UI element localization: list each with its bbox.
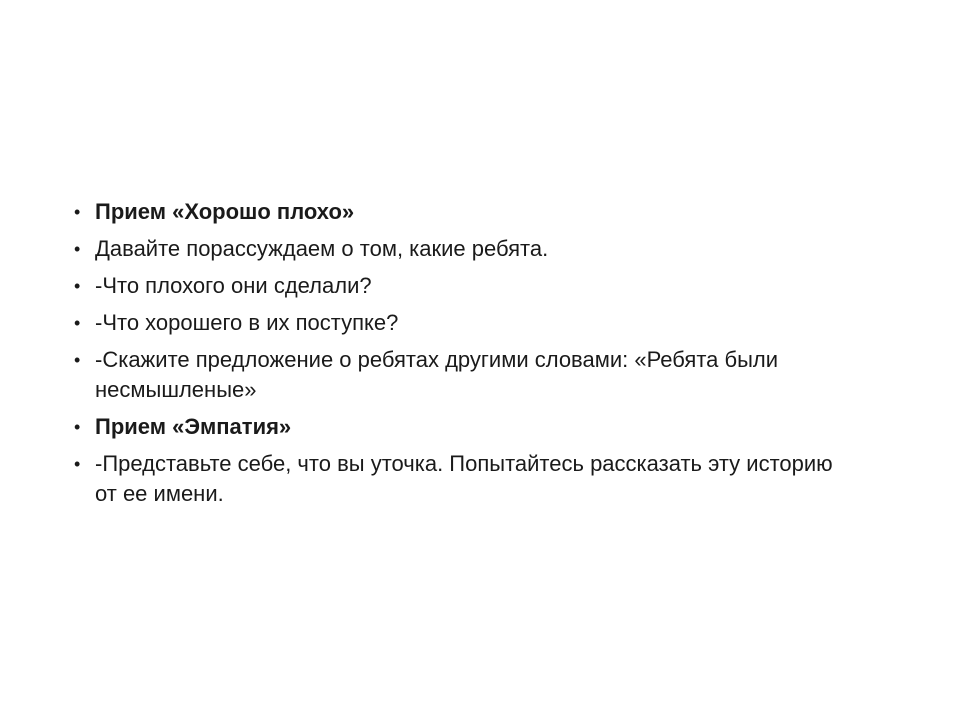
list-item [74,271,854,301]
list-item-text: -Скажите предложение о ребятах другими словами: «Ребята были несмышленые» [95,347,779,402]
bullet-list [74,197,854,516]
list-item-text: Давайте порассуждаем о том, какие ребята. [95,236,549,261]
bullet-dot-icon: • [74,350,81,370]
list-item [74,234,854,264]
list-item-text: -Представьте себе, что вы уточка. Попытайтесь рассказать эту историю от ее имени. [95,451,833,506]
list-item-text: -Что плохого они сделали? [95,273,372,298]
list-item [74,345,854,405]
list-item [74,197,854,227]
list-item-text: -Что хорошего в их поступке? [95,310,399,335]
bullet-dot-icon: • [74,202,81,222]
bullet-dot-icon: • [74,276,81,296]
list-item [74,449,854,509]
list-item [74,412,854,442]
list-item [74,308,854,338]
bullet-dot-icon: • [74,239,81,259]
bullet-dot-icon: • [74,454,81,474]
bullet-dot-icon: • [74,417,81,437]
technique-heading-good-bad: Прием «Хорошо плохо» [95,199,355,224]
bullet-dot-icon: • [74,313,81,333]
technique-heading-empathy: Прием «Эмпатия» [95,414,292,439]
